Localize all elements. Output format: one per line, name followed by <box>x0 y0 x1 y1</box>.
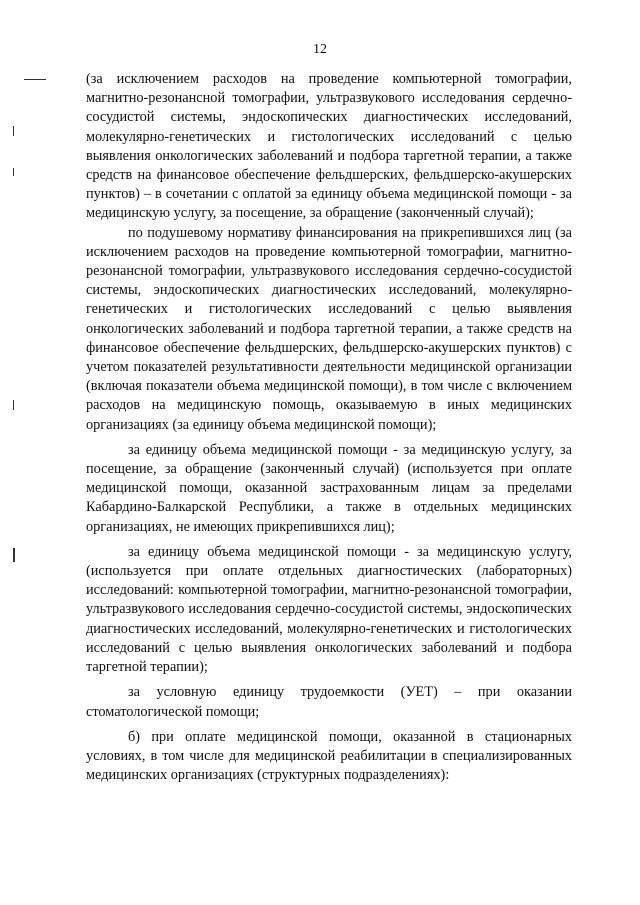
paragraph-inpatient-care: б) при оплате медицинской помощи, оказанной в стационарных условиях, в том числе для медицинской реабилитации в специализированных медицинских организациях (структурных подразделениях): <box>86 728 572 784</box>
paragraph-continuation: (за исключением расходов на проведение компьютерной томографии, магнитно-резонансной томографии, ультразвукового исследования сердечно-сосудистой системы, эндоскопических диагностических исследований, молекулярно-генетических и гистологических исследований с целью выявления онкологических заболеваний и подбора таргетной терапии, а также средств на финансовое обеспечение фельдшерских, фельдшерско-акушерских пунктов) – в сочетании с оплатой за единицу объема медицинской помощи - за медицинскую услугу, за посещение, за обращение (законченный случай); <box>86 71 572 222</box>
body-text <box>86 70 572 785</box>
left-margin-scan-mark <box>13 400 14 410</box>
paragraph-uet-dental: за условную единицу трудоемкости (УЕТ) – при оказании стоматологической помощи; <box>86 684 572 720</box>
paragraph-unit-volume-diagnostics: за единицу объема медицинской помощи - за медицинскую услугу, (используется при оплате отдельных диагностических (лабораторных) исследований: компьютерной томографии, магнитно-резонансной томографии, ультразвукового исследования сердечно-сосудистой системы, эндоскопических диагностических исследований, молекулярно-генетических и гистологических исследований с целью выявления онкологических заболеваний и подбора таргетной терапии); <box>86 543 572 676</box>
left-margin-scan-mark <box>13 126 14 136</box>
paragraph-unit-volume-service: за единицу объема медицинской помощи - за медицинскую услугу, за посещение, за обращение (законченный случай) (используется при оплате медицинской помощи, оказанной застрахованным лицам за пределами Кабардино-Балкарской Республики, а также в отдельных медицинских организациях, не имеющих прикрепившихся лиц); <box>86 441 572 535</box>
left-margin-scan-mark <box>24 79 46 80</box>
page-number: 12 <box>313 42 327 57</box>
left-margin-scan-mark <box>13 548 15 562</box>
left-margin-scan-mark <box>13 168 14 176</box>
paragraph-per-capita-norm: по подушевому нормативу финансирования на прикрепившихся лиц (за исключением расходов на проведение компьютерной томографии, магнитно-резонансной томографии, ультразвукового исследования сердечно-сосудистой системы, эндоскопических диагностических исследований, молекулярно-генетических и гистологических исследований с целью выявления онкологических заболеваний и подбора таргетной терапии, а также средств на финансовое обеспечение фельдшерских, фельдшерско-акушерских пунктов) с учетом показателей результативности деятельности медицинской организации (включая показатели объема медицинской помощи), в том числе с включением расходов на медицинскую помощь, оказываемую в иных медицинских организациях (за единицу объема медицинской помощи); <box>86 224 572 433</box>
